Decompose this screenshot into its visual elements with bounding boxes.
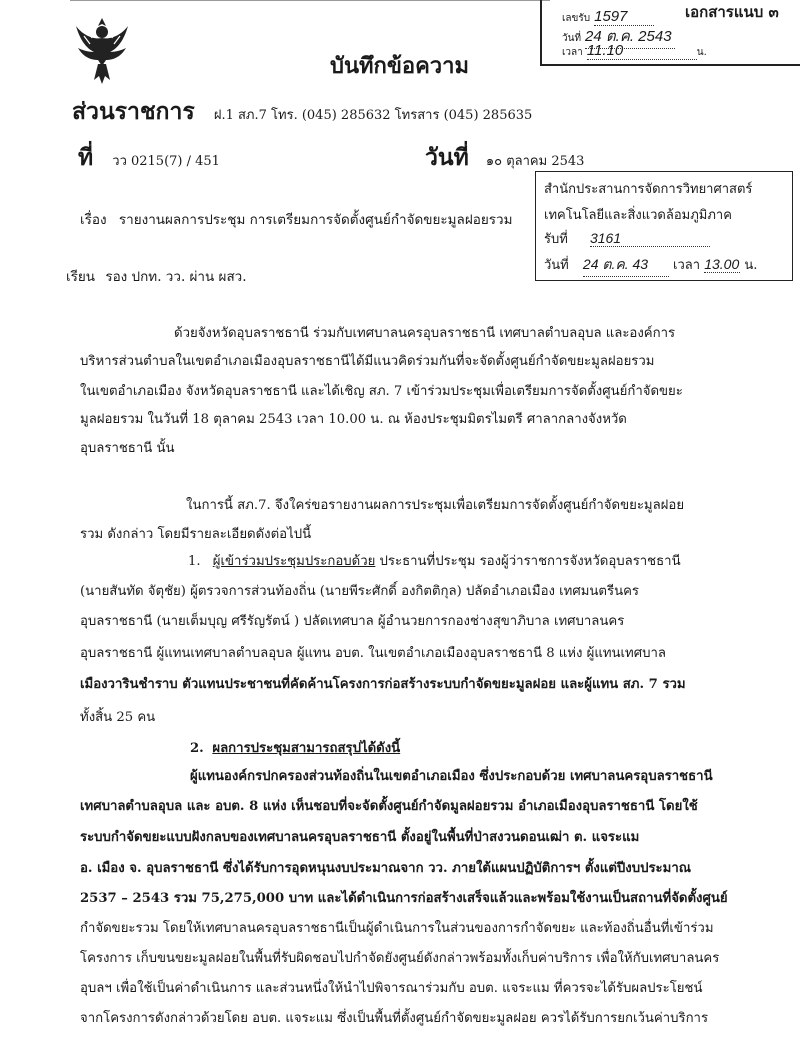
subject-text: รายงานผลการประชุม การเตรียมการจัดตั้งศูนย์กำจัดขยะมูลฝอยรวม — [118, 212, 513, 228]
salutation-text: รอง ปกท. วว. ผ่าน ผสว. — [105, 269, 247, 285]
top-rule — [70, 0, 550, 1]
attachment-label: เอกสารแนบ ๓ — [685, 3, 779, 21]
office-stamp-time-unit: น. — [744, 258, 758, 273]
office-stamp-number-value: 3161 — [590, 230, 710, 247]
memo-title: บันทึกข้อความ — [330, 53, 470, 79]
receipt-time-label: เวลา — [562, 47, 583, 58]
para1-line: อุบลราชธานี นั้น — [80, 441, 175, 456]
office-stamp-line2: เทคโนโลยีและสิ่งแวดล้อมภูมิภาค — [544, 208, 732, 223]
office-receipt-stamp — [535, 171, 793, 281]
office-stamp-date-label: วันที่ — [544, 258, 569, 273]
item2-heading: ผลการประชุมสามารถสรุปได้ดังนี้ — [212, 741, 401, 756]
salutation-row — [66, 265, 247, 287]
agency-row — [72, 94, 532, 130]
office-stamp-number-label: รับที่ — [544, 232, 568, 247]
item2-line: อุบลฯ เพื่อใช้เป็นค่าดำเนินการ และส่วนหนึ่งให้นำไปพิจารณาร่วมกับ อบต. แจระแม ที่ควรจะได้รับผลประโยชน์ — [80, 981, 703, 996]
garuda-emblem-icon — [72, 14, 132, 86]
item2-line: อ. เมือง จ. อุบลราชธานี ซึ่งได้รับการอุดหนุนงบประมาณจาก วว. ภายใต้แผนปฏิบัติการฯ ตั้งแต่ปีงบประมาณ — [80, 861, 691, 876]
item1-heading: ผู้เข้าร่วมประชุมประกอบด้วย — [212, 554, 376, 569]
memo-date-label: วันที่ — [425, 144, 469, 171]
office-stamp-line1: สำนักประสานการจัดการวิทยาศาสตร์ — [544, 182, 753, 197]
item2-line: 2537 – 2543 รวม 75,275,000 บาท และได้ดำเนินการก่อสร้างเสร็จแล้วและพร้อมใช้งานเป็นสถานที่จัดตั้งศูนย์ — [80, 891, 728, 906]
item1-line: ทั้งสิ้น 25 คน — [80, 710, 156, 725]
receipt-number-value: 1597 — [594, 8, 654, 26]
item2-line: ระบบกำจัดขยะแบบฝังกลบของเทศบาลนครอุบลราชธานี ตั้งอยู่ในพื้นที่ป่าสงวนดอนเฒ่า ต. แจระแม — [80, 830, 640, 845]
memo-number-value: วว 0215(7) / 451 — [112, 154, 220, 169]
office-stamp-date-row — [544, 254, 757, 277]
memo-date-value: ๑๐ ตุลาคม 2543 — [485, 154, 585, 169]
office-stamp-time-label: เวลา — [673, 258, 701, 273]
item2-heading-row — [190, 737, 400, 758]
para1-line: ด้วยจังหวัดอุบลราชธานี ร่วมกับเทศบาลนครอุบลราชธานี เทศบาลตำบลอุบล และองค์การ — [174, 326, 676, 341]
item1-first-line — [188, 550, 681, 571]
item1-line: เมืองวารินชำราบ ตัวแทนประชาชนที่คัดค้านโครงการก่อสร้างระบบกำจัดขยะมูลฝอย และผู้แทน สภ. 7 รวม — [80, 677, 686, 692]
para1-line: มูลฝอยรวม ในวันที่ 18 ตุลาคม 2543 เวลา 10.00 น. ณ ห้องประชุมมิตรไมตรี ศาลากลางจังหวัด — [80, 412, 627, 427]
item1-line: ประธานที่ประชุม รองผู้ว่าราชการจังหวัดอุบลราชธานี — [379, 554, 681, 569]
receipt-number-label: เลขรับ — [562, 13, 591, 24]
salutation-label: เรียน — [66, 269, 96, 285]
office-stamp-date-value: 24 ต.ค. 43 — [583, 254, 669, 277]
item1-line: อุบลราชธานี (นายเต็มบุญ ศรีรัญรัตน์ ) ปลัดเทศบาล ผู้อำนวยการกองช่างสุขาภิบาล เทศบาลนคร — [80, 614, 625, 629]
memo-number-row — [78, 140, 220, 176]
para1-line: บริหารส่วนตำบลในเขตอำเภอเมืองอุบลราชธานีได้มีแนวคิดร่วมกันที่จะจัดตั้งศูนย์กำจัดขยะมูลฝอยรวม — [80, 354, 655, 369]
subject-row — [80, 208, 512, 230]
item2-line: เทศบาลตำบลอุบล และ อบต. 8 แห่ง เห็นชอบที่จะจัดตั้งศูนย์กำจัดมูลฝอยรวม อำเภอเมืองอุบลราชธานี โดยใช้ — [80, 799, 698, 814]
agency-value: ฝ.1 สภ.7 โทร. (045) 285632 โทรสาร (045) 285635 — [213, 108, 533, 123]
memo-number-label: ที่ — [78, 144, 94, 171]
office-stamp-number-row — [544, 228, 710, 249]
item1-line: (นายสันทัด จัตุชัย) ผู้ตรวจการส่วนท้องถิ่น (นายพีระศักดิ์ องกิตติกุล) ปลัดอำเภอเมือง เทศมนตรีนคร — [80, 584, 640, 599]
para2-line: รวม ดังกล่าว โดยมีรายละเอียดดังต่อไปนี้ — [80, 527, 312, 542]
subject-label: เรื่อง — [80, 212, 107, 228]
item2-number: 2. — [190, 741, 204, 756]
receipt-time-row — [562, 42, 707, 60]
agency-label: ส่วนราชการ — [72, 98, 195, 125]
item2-line: โครงการ เก็บขนขยะมูลฝอยในพื้นที่รับผิดชอบไปกำจัดยังศูนย์ดังกล่าวพร้อมทั้งเก็บค่าบริการ เพื่อให้กับเทศบาลนคร — [80, 951, 720, 966]
receipt-time-value: 11.10 — [587, 42, 697, 60]
office-stamp-time-value: 13.00 — [704, 256, 740, 272]
receipt-date-label: วันที่ — [562, 33, 582, 44]
item1-line: อุบลราชธานี ผู้แทนเทศบาลตำบลอุบล ผู้แทน อบต. ในเขตอำเภอเมืองอุบลราชธานี 8 แห่ง ผู้แทนเทศบาล — [80, 646, 666, 661]
item2-line: ผู้แทนองค์กรปกครองส่วนท้องถิ่นในเขตอำเภอเมือง ซึ่งประกอบด้วย เทศบาลนครอุบลราชธานี — [190, 769, 713, 784]
para1-line: ในเขตอำเภอเมือง จังหวัดอุบลราชธานี และได้เชิญ สภ. 7 เข้าร่วมประชุมเพื่อเตรียมการจัดตั้งศูนย์กำจัดขยะ — [80, 384, 683, 399]
para2-line: ในการนี้ สภ.7. จึงใคร่ขอรายงานผลการประชุมเพื่อเตรียมการจัดตั้งศูนย์กำจัดขยะมูลฝอย — [186, 498, 685, 513]
item2-line: กำจัดขยะรวม โดยให้เทศบาลนครอุบลราชธานีเป็นผู้ดำเนินการในส่วนของการกำจัดขยะ และท้องถิ่นอื่นที่เข้าร่วม — [80, 921, 714, 936]
item2-line: จากโครงการดังกล่าวด้วยโดย อบต. แจระแม ซึ่งเป็นพื้นที่ตั้งศูนย์กำจัดขยะมูลฝอย ควรได้รับการยกเว้นค่าบริการ — [80, 1011, 709, 1026]
receipt-date-value: 24 ต.ค. 2543 — [585, 24, 675, 49]
item1-number: 1. — [188, 554, 201, 569]
receipt-time-unit: น. — [696, 47, 707, 58]
